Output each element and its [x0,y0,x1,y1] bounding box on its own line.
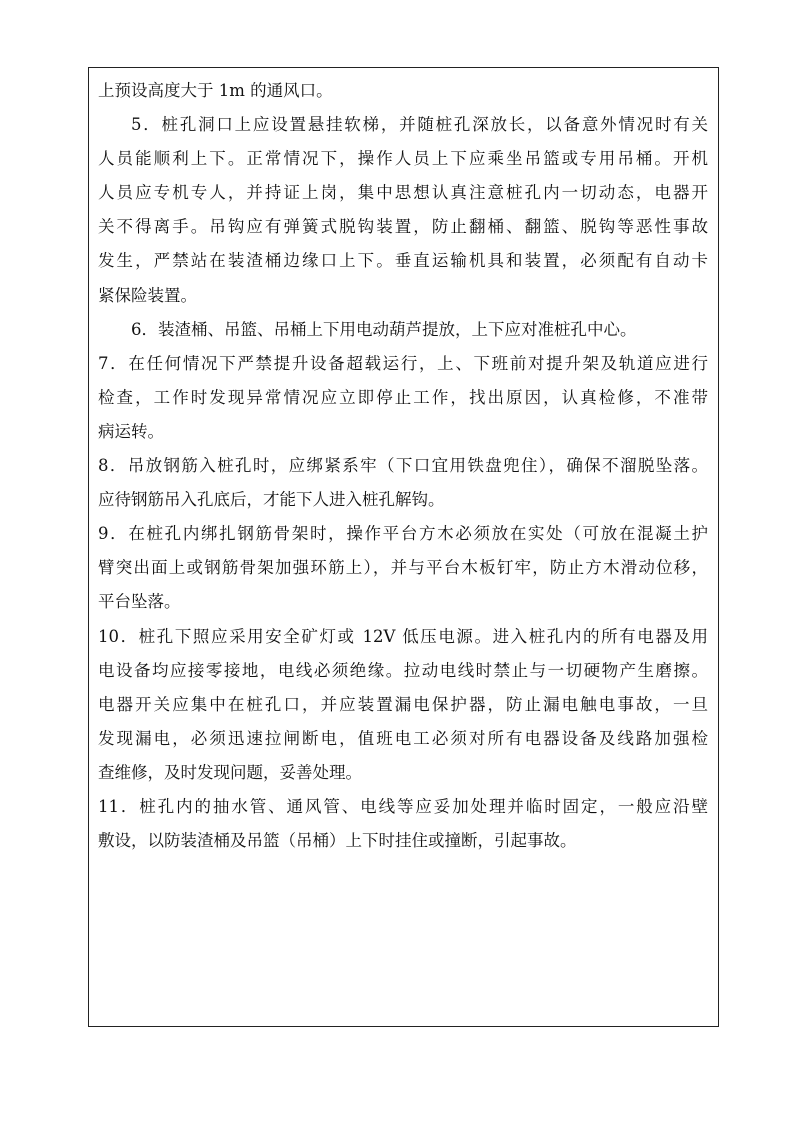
text-line: 敷设，以防装渣桶及吊篮（吊桶）上下时挂住或撞断，引起事故。 [98,831,577,851]
paragraph-p6 [98,313,708,347]
text-line: 6．装渣桶、吊篮、吊桶上下用电动葫芦提放，上下应对准桩孔中心。 [131,319,637,339]
paragraph-p9 [98,517,708,619]
paragraph-p-continued [98,74,708,108]
text-line: 查维修，及时发现问题，妥善处理。 [98,762,362,782]
text-line: 7．在任何情况下严禁提升设备超载运行，上、下班前对提升架及轨道应进行 [98,353,708,373]
text-line: 电器开关应集中在桩孔口，并应装置漏电保护器，防止漏电触电事故，一旦 [98,694,708,714]
text-line: 臂突出面上或钢筋骨架加强环筋上），并与平台木板钉牢，防止方木滑动位移， [98,558,708,578]
text-line: 9．在桩孔内绑扎钢筋骨架时，操作平台方木必须放在实处（可放在混凝土护 [98,524,708,544]
content-frame [88,67,719,1027]
paragraph-p5 [98,108,708,313]
text-line: 11．桩孔内的抽水管、通风管、电线等应妥加处理并临时固定，一般应沿壁 [98,796,708,816]
paragraph-p8 [98,449,708,517]
text-line: 检查，工作时发现异常情况应立即停止工作，找出原因，认真检修，不准带 [98,387,708,407]
text-line: 应待钢筋吊入孔底后，才能下人进入桩孔解钩。 [98,490,445,510]
text-line: 8．吊放钢筋入桩孔时，应绑紧系牢（下口宜用铁盘兜住），确保不溜脱坠落。 [98,456,708,476]
paragraph-p10 [98,620,708,790]
text-line: 发生，严禁站在装渣桶边缘口上下。垂直运输机具和装置，必须配有自动卡 [98,251,708,271]
text-line: 上预设高度大于 1m 的通风口。 [98,81,333,100]
text-line: 紧保险装置。 [98,285,197,305]
text-line: 平台坠落。 [98,592,181,612]
text-line: 发现漏电，必须迅速拉闸断电，值班电工必须对所有电器设备及线路加强检 [98,728,708,748]
text-line: 人员应专机专人，并持证上岗，集中思想认真注意桩孔内一切动态，电器开 [98,183,708,203]
text-line: 5．桩孔洞口上应设置悬挂软梯，并随桩孔深放长，以备意外情况时有关 [131,115,708,135]
text-line: 病运转。 [98,421,164,441]
paragraph-p11 [98,790,708,858]
text-line: 人员能顺利上下。正常情况下，操作人员上下应乘坐吊篮或专用吊桶。开机 [98,149,708,169]
paragraph-p7 [98,347,708,449]
text-line: 10．桩孔下照应采用安全矿灯或 12V 低压电源。进入桩孔内的所有电器及用 [98,626,708,646]
text-line: 电设备均应接零接地，电线必须绝缘。拉动电线时禁止与一切硬物产生磨擦。 [98,660,708,680]
text-line: 关不得离手。吊钩应有弹簧式脱钩装置，防止翻桶、翻篮、脱钩等恶性事故 [98,217,708,237]
